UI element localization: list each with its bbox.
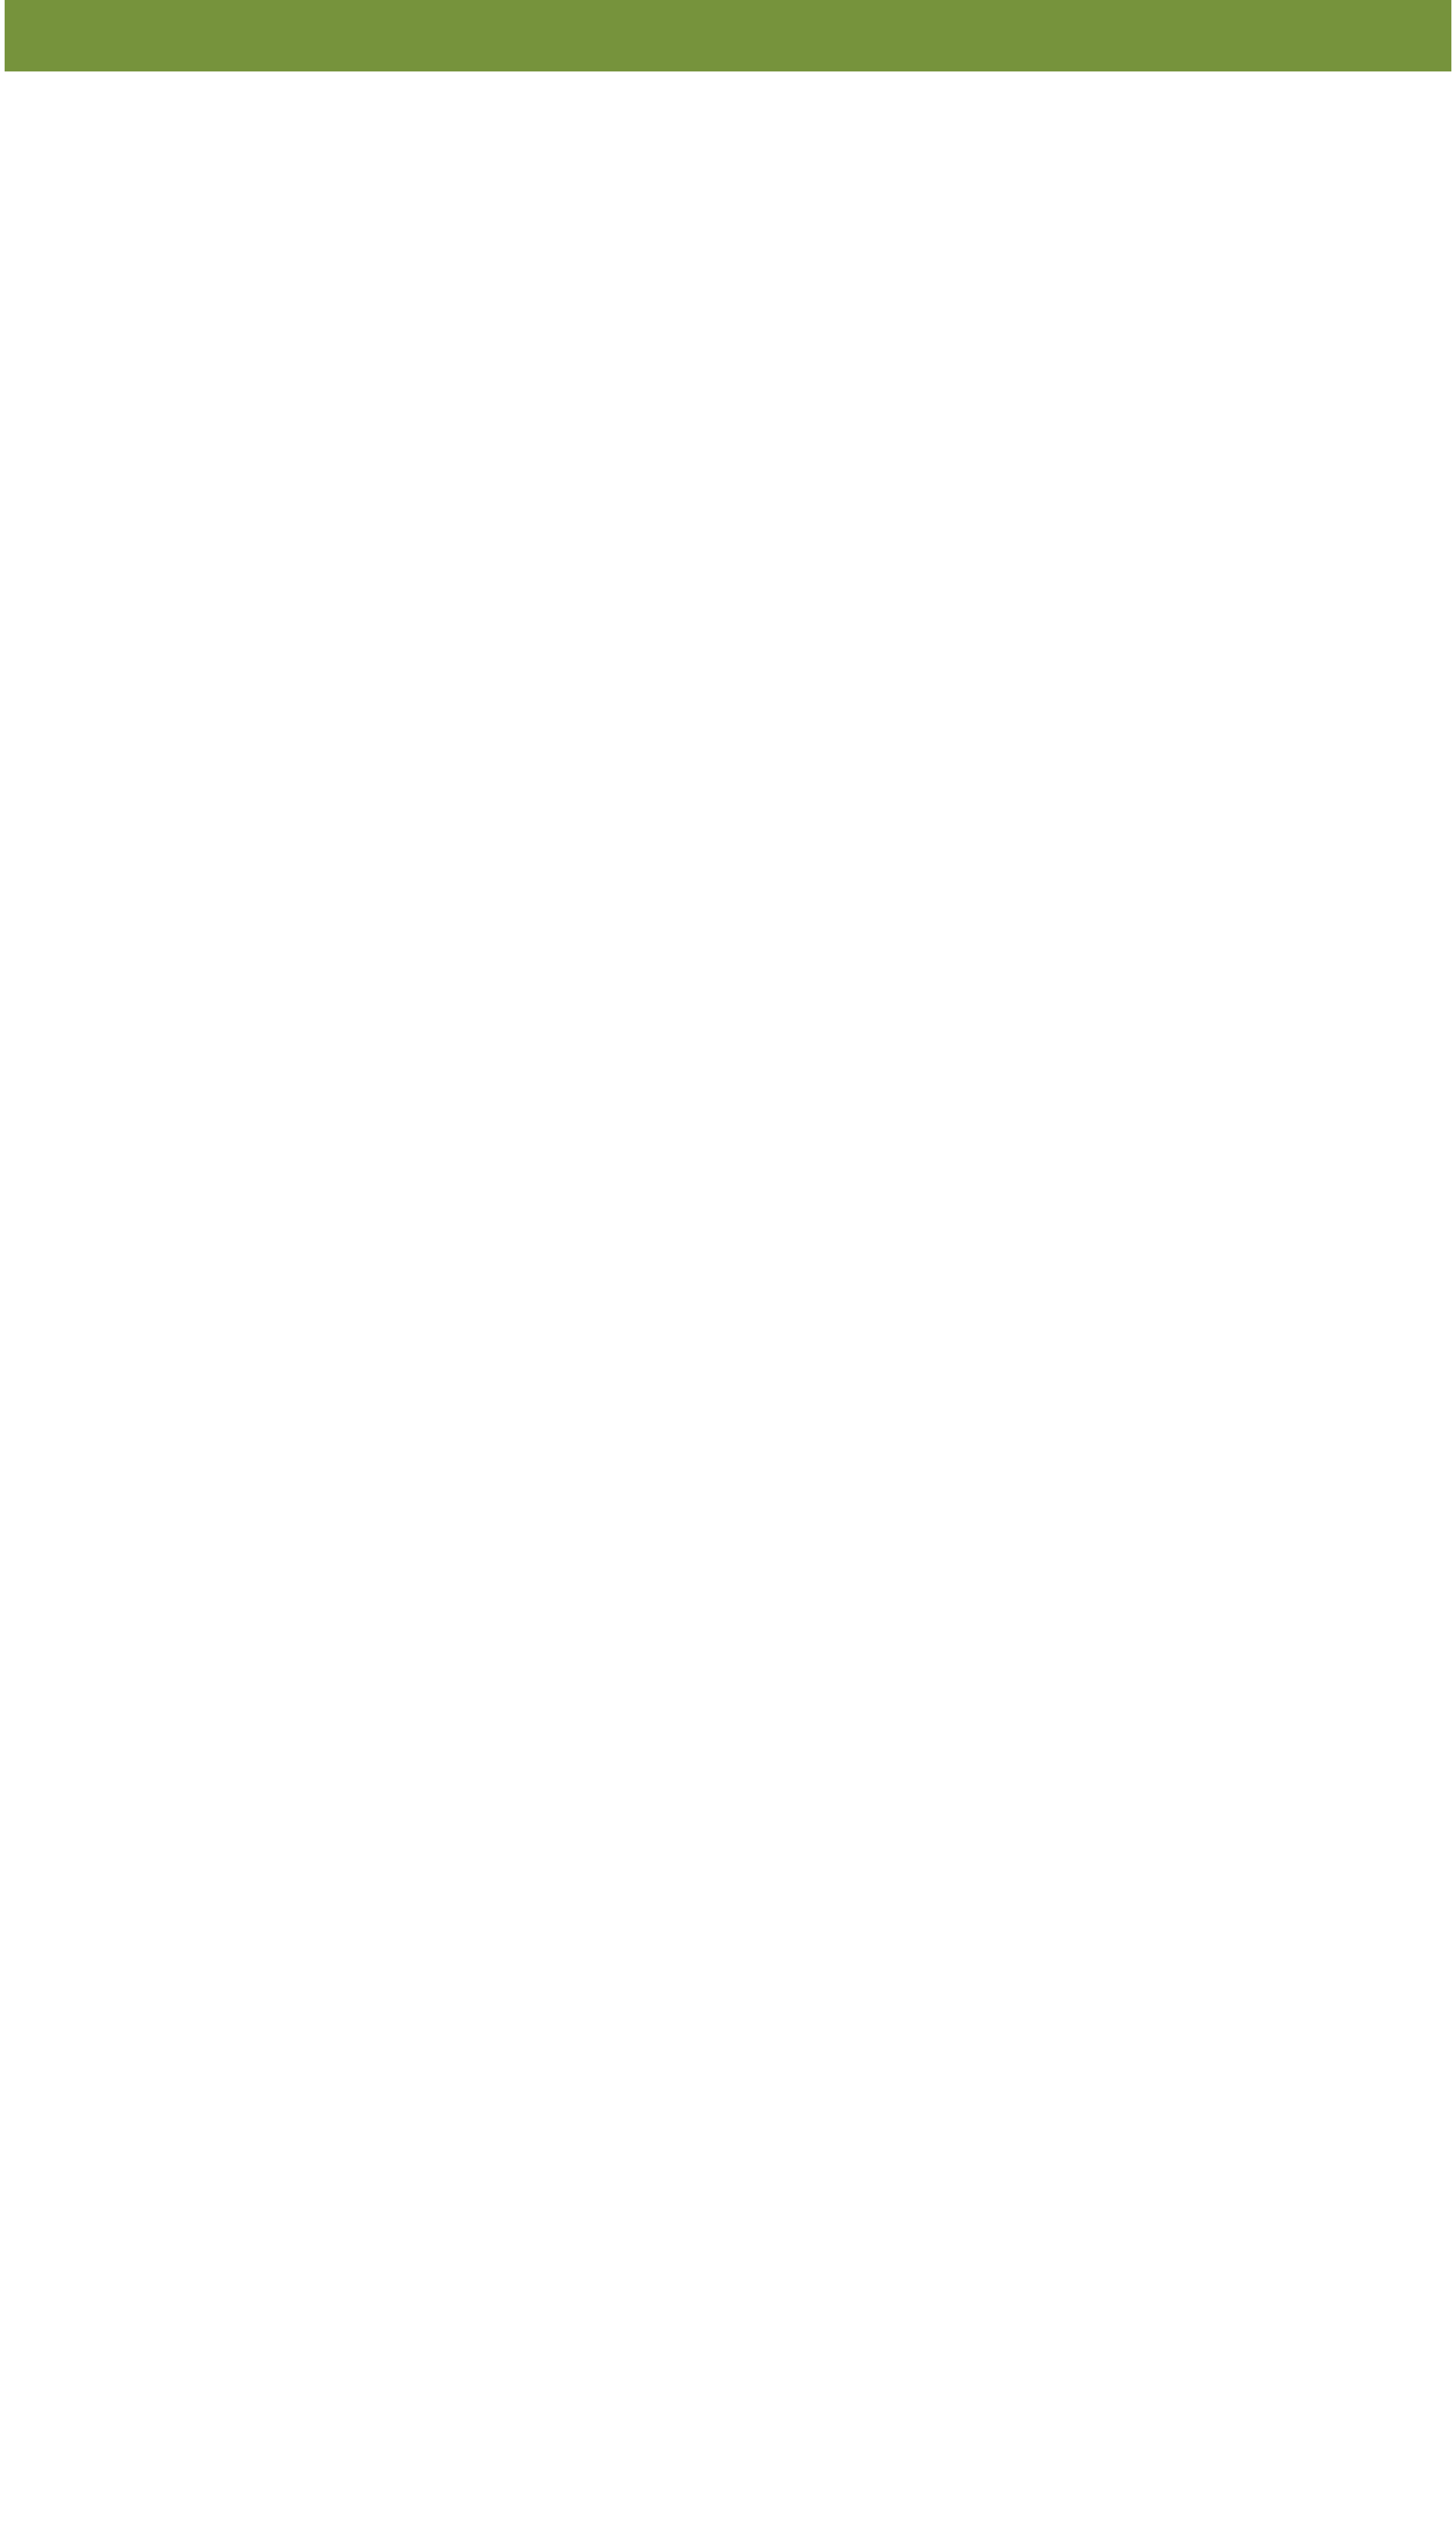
page-title <box>5 0 1451 71</box>
header-done-date <box>1021 71 1451 115</box>
header-task <box>5 71 798 246</box>
header-frequency <box>798 71 1021 246</box>
date-column-header[interactable] <box>1021 115 1064 246</box>
